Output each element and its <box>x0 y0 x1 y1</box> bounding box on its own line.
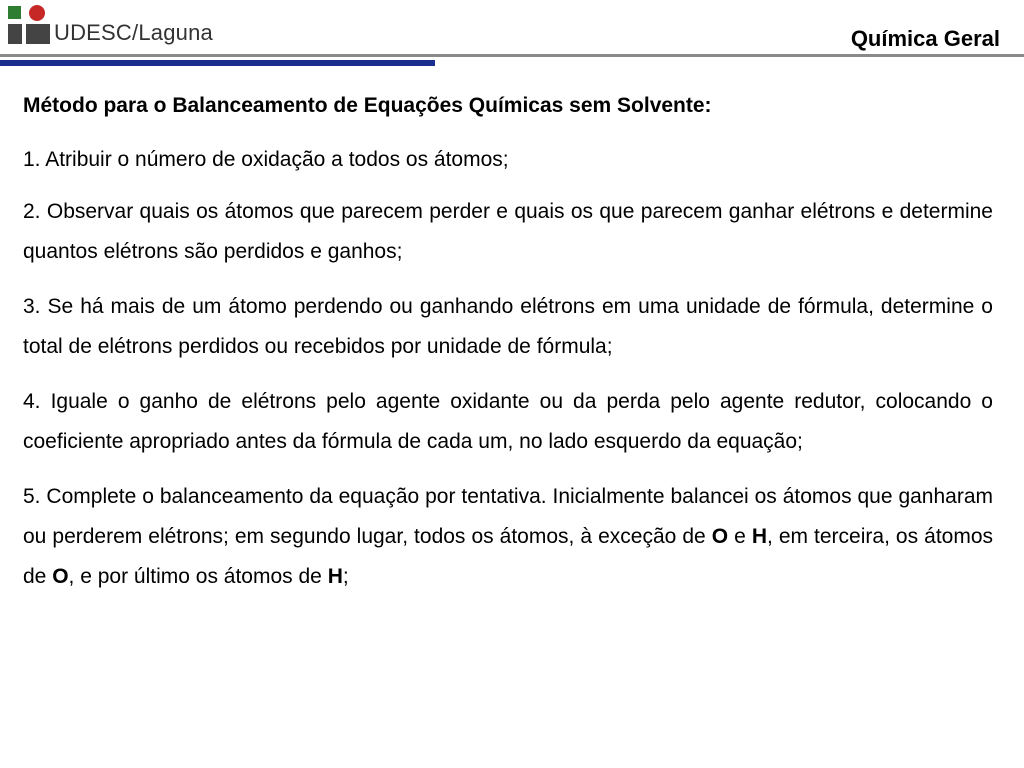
step-5-text-4: , e por último os átomos de <box>68 565 328 588</box>
course-title: Química Geral <box>850 26 1000 51</box>
step-2: 2. Observar quais os átomos que parecem perder e quais os que parecem ganhar elétrons e determine quantos elétrons são perdidos e ganhos; <box>23 200 993 263</box>
slide-heading: Método para o Balanceamento de Equações Químicas sem Solvente: <box>23 94 712 117</box>
step-5-text-1: 5. Complete o balanceamento da equação por tentativa. Inicialmente balancei os átomos que ganharam ou perderem elétrons; em segundo lugar, todos os átomos, à exceção de <box>23 485 993 548</box>
slide-content <box>23 90 993 608</box>
udesc-logo-icon <box>6 4 52 46</box>
step-5 <box>23 477 993 597</box>
step-4: 4. Iguale o ganho de elétrons pelo agente oxidante ou da perda pelo agente redutor, colocando o coeficiente apropriado antes da fórmula de cada um, no lado esquerdo da equação; <box>23 390 993 453</box>
step-5-bold-o-2: O <box>52 565 69 588</box>
step-5-bold-h-2: H <box>327 565 343 588</box>
step-5-text-5: ; <box>342 565 349 588</box>
brand-name: UDESC/Laguna <box>54 20 213 45</box>
step-5-bold-o: O <box>711 525 729 548</box>
step-5-bold-h: H <box>751 525 767 548</box>
header-rule-grey <box>0 54 1024 57</box>
step-5-text-2: e <box>728 525 752 548</box>
header-rule-blue <box>0 60 435 66</box>
step-1: 1. Atribuir o número de oxidação a todos os átomos; <box>23 148 509 171</box>
step-5-text-3: , em terceira, os átomos de <box>23 525 993 588</box>
step-3: 3. Se há mais de um átomo perdendo ou ganhando elétrons em uma unidade de fórmula, determine o total de elétrons perdidos ou recebidos por unidade de fórmula; <box>23 295 993 358</box>
